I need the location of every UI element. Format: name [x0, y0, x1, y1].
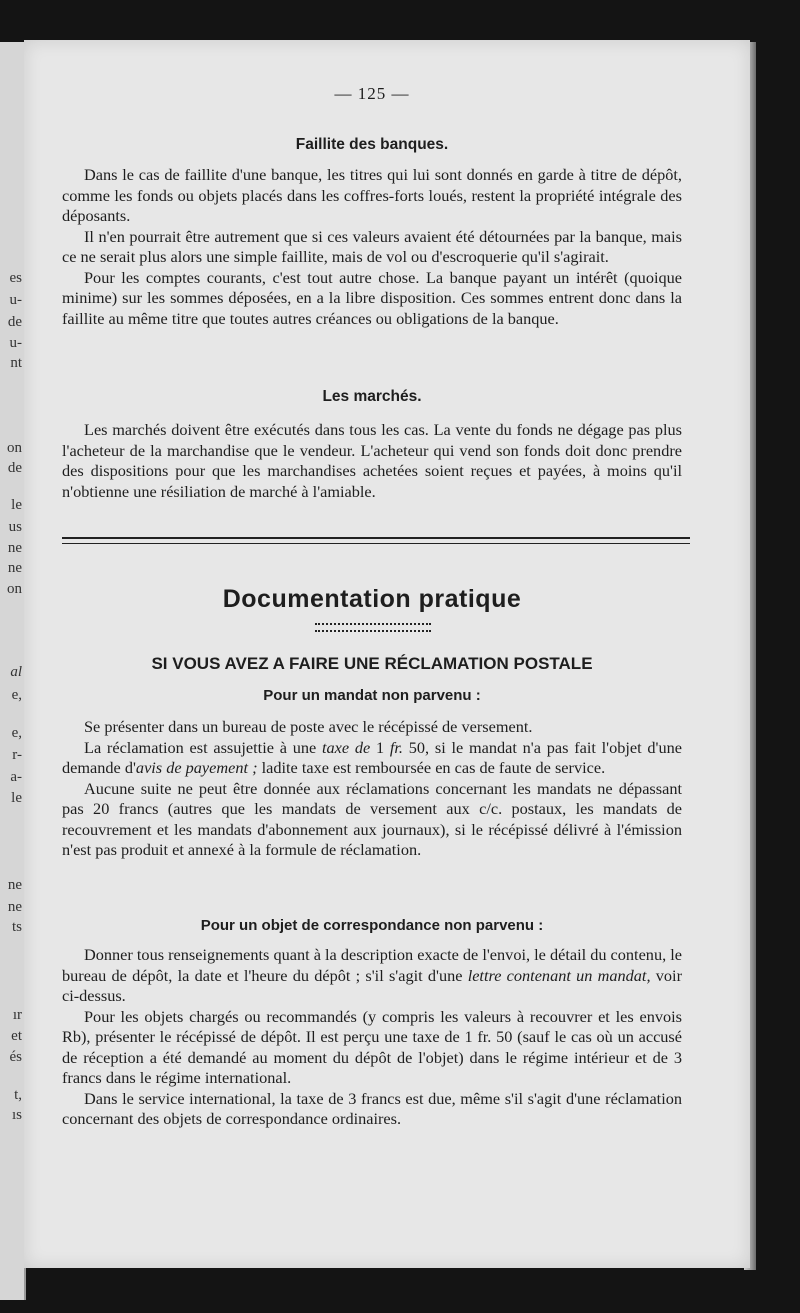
- fragment: et: [11, 1028, 22, 1044]
- fragment: e,: [11, 687, 22, 703]
- facing-page-edge: [0, 42, 26, 1300]
- paragraph: Les marchés doivent être exécutés dans tous les cas. La vente du fonds ne dégage pas plus l'acheteur de la marchandise que le vendeur. L'acheteur qui vend son fonds doit donc prendre des dispositions pour que les marchandises achetées soient reçues et payées, à moins qu'il n'obtienne une résiliation de marché à l'amiable.: [62, 420, 682, 501]
- fragment: de: [7, 314, 22, 330]
- section-marches-body: [62, 420, 682, 502]
- text: 1: [370, 737, 390, 757]
- paragraph: Il n'en pourrait être autrement que si ces valeurs avaient été détournées par la banque, mais ce ne serait plus alors une simple faillite, mais de vol ou d'escroquerie qu'il s'agirait.: [62, 226, 682, 266]
- fragment: és: [9, 1049, 22, 1065]
- fragment: es: [9, 270, 22, 286]
- divider-rule: [62, 543, 690, 544]
- fragment: nt: [10, 355, 22, 371]
- fragment: ts: [11, 919, 22, 935]
- paragraph: Pour les objets chargés ou recommandés (y compris les valeurs à recouvrer et les envois Rb), présenter le récépissé de dépôt. Il est perçu une taxe de 1 fr. 50 (sauf le cas où un accusé de réception a été demandé au moment du dépôt de l'objet) dans le régime intérieur et de 3 francs dans le régime international.: [62, 1006, 682, 1087]
- paragraph: Se présenter dans un bureau de poste avec le récépissé de versement.: [84, 717, 533, 736]
- fragment: a-: [10, 769, 22, 785]
- fragment: ne: [7, 899, 22, 915]
- fragment: le: [11, 790, 22, 806]
- text: 50, si le mandat n'a pas fait l'objet d'une demande d': [62, 737, 682, 777]
- fragment: al: [10, 664, 22, 680]
- text: La réclamation est assujettie à une: [84, 737, 322, 757]
- fragment: e,: [11, 725, 22, 741]
- fragment: ne: [7, 540, 22, 556]
- title-ornament: [315, 623, 431, 632]
- fragment: de: [7, 460, 22, 476]
- document-page: [24, 40, 750, 1268]
- text: fr.: [389, 737, 403, 757]
- section-faillite-body: [62, 165, 682, 329]
- fragment: on: [7, 440, 22, 456]
- section-heading-marches: Les marchés.: [322, 388, 422, 405]
- fragment: on: [7, 581, 22, 597]
- objet-heading: Pour un objet de correspondance non parvenu :: [200, 917, 544, 934]
- paragraph: Dans le cas de faillite d'une banque, les titres qui lui sont donnés en garde à titre de dépôt, comme les fonds ou objets placés dans les coffres-forts loués, restent la propriété intégrale des déposants.: [62, 165, 682, 225]
- fragment: ır: [12, 1007, 22, 1023]
- fragment: ıs: [11, 1107, 22, 1123]
- text: Donner tous renseignements quant à la description exacte de l'envoi, le détail du contenu, le bureau de dépôt, la date et l'heure du dépôt ; s'il s'agit d'une: [62, 945, 682, 985]
- text: ladite taxe est remboursée en cas de faute de service.: [257, 758, 606, 777]
- paragraph: Pour les comptes courants, c'est tout autre chose. La banque payant un intérêt (quoique minime) sur les sommes déposées, en a la libre disposition. Ces sommes entrent donc dans la faillite au même titre que toutes autres créances ou obligations de la banque.: [62, 267, 682, 328]
- fragment: u-: [9, 335, 22, 351]
- mandat-heading: Pour un mandat non parvenu :: [263, 687, 481, 704]
- fragment: ne: [7, 560, 22, 576]
- divider-rule: [62, 537, 690, 539]
- fragment: u-: [9, 292, 22, 308]
- subtitle: SI VOUS AVEZ A FAIRE UNE RÉCLAMATION POSTALE: [151, 654, 593, 673]
- mandat-body: [62, 717, 682, 861]
- paragraph: [62, 945, 682, 1007]
- fragment: le: [11, 497, 22, 513]
- section-heading-faillite: Faillite des banques.: [295, 136, 449, 153]
- text: voir ci-dessus.: [62, 965, 682, 1005]
- objet-body: [62, 945, 682, 1130]
- fragment: us: [8, 519, 22, 535]
- page-title: Documentation pratique: [222, 585, 522, 613]
- paragraph: [62, 738, 682, 779]
- text: taxe de: [321, 737, 371, 757]
- fragment: r-: [12, 747, 22, 763]
- fragment: ne: [7, 877, 22, 893]
- paragraph: Aucune suite ne peut être donnée aux réclamations concernant les mandats ne dépassant pas 20 francs (autres que les mandats de versement aux c/c. postaux, les mandats de recouvrement et les mandats d'abonnement aux journaux), si le récépissé délivré à l'émission n'est pas produit et annexé à la formule de réclamation.: [62, 778, 682, 859]
- text: lettre contenant un mandat,: [467, 965, 651, 985]
- page-number: — 125 —: [334, 84, 410, 103]
- text: avis de payement ;: [135, 758, 258, 777]
- fragment: t,: [14, 1087, 22, 1103]
- paragraph: Dans le service international, la taxe de 3 francs est due, même s'il s'agit d'une réclamation concernant des objets de correspondance ordinaires.: [62, 1088, 682, 1128]
